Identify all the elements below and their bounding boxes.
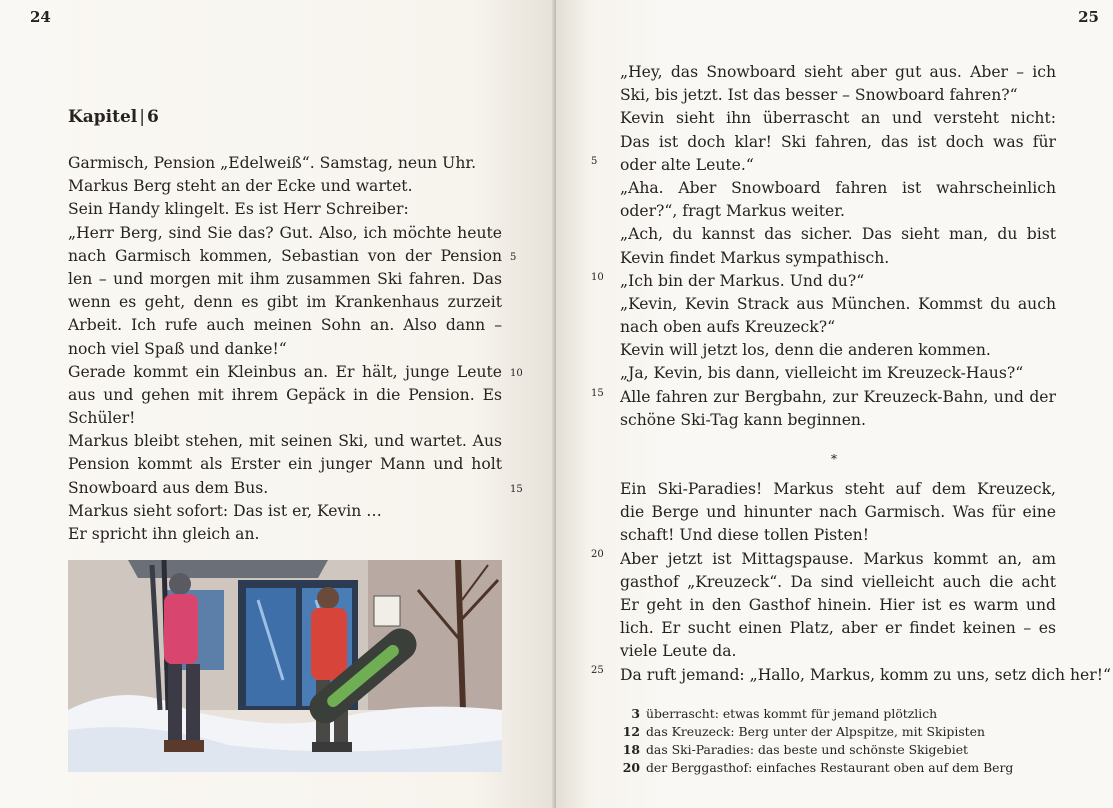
- section-separator: *: [831, 452, 837, 466]
- glossary: [620, 705, 1013, 777]
- line-marker: 10: [591, 272, 604, 283]
- text-line: Da ruft jemand: „Hallo, Markus, komm zu uns, setz dich her!“: [620, 665, 1111, 684]
- glossary-line-ref: 12: [622, 724, 640, 739]
- glossary-entry: [620, 705, 1013, 723]
- glossary-text: das Ski-Paradies: das beste und schönste Skigebiet: [646, 742, 969, 757]
- text-line: Sein Handy klingelt. Es ist Herr Schreiber:: [68, 200, 409, 219]
- glossary-line-ref: 3: [631, 706, 640, 721]
- chapter-number: 6: [147, 107, 159, 127]
- text-line: Er geht in den Gasthof hinein. Hier ist es warm und: [620, 595, 1056, 614]
- text-line: Markus sieht sofort: Das ist er, Kevin …: [68, 501, 382, 520]
- text-line: Markus Berg steht an der Ecke und wartet.: [68, 177, 413, 196]
- chapter-label: Kapitel: [68, 107, 138, 127]
- glossary-entry: [620, 723, 1013, 741]
- text-line: Schüler!: [68, 409, 136, 428]
- line-marker: 5: [591, 156, 598, 167]
- text-line: Snowboard aus dem Bus.: [68, 478, 269, 497]
- glossary-entry: [620, 741, 1013, 759]
- text-line: len – und morgen mit ihm zusammen Ski fahren. Das: [68, 269, 502, 288]
- text-line: noch viel Spaß und danke!“: [68, 339, 287, 358]
- text-line: lich. Er sucht einen Platz, aber er findet keinen – es: [620, 619, 1056, 638]
- right-body-text-2: [620, 478, 1111, 687]
- glossary-line-ref: 20: [622, 760, 640, 775]
- text-line: Markus bleibt stehen, mit seinen Ski, und wartet. Aus: [68, 432, 502, 451]
- text-line: schöne Ski-Tag kann beginnen.: [620, 410, 866, 429]
- text-line: Kevin sieht ihn überrascht an und versteht nicht:: [620, 109, 1056, 128]
- page-number-right: 25: [1078, 8, 1099, 26]
- page-number-left: 24: [30, 8, 51, 26]
- left-page: [0, 0, 556, 808]
- text-line: nach Garmisch kommen, Sebastian von der Pension: [68, 246, 502, 265]
- glossary-entry: [620, 759, 1013, 777]
- text-line: „Hey, das Snowboard sieht aber gut aus. Aber – ich: [620, 63, 1056, 81]
- text-line: Aber jetzt ist Mittagspause. Markus kommt an, am: [620, 549, 1056, 568]
- text-line: Pension kommt als Erster ein junger Mann und holt: [68, 455, 502, 474]
- text-line: viele Leute da.: [620, 642, 737, 661]
- text-line: nach oben aufs Kreuzeck?“: [620, 318, 836, 337]
- text-line: oder?“, fragt Markus weiter.: [620, 202, 845, 221]
- text-line: Kevin findet Markus sympathisch.: [620, 248, 890, 267]
- text-line: Ein Ski-Paradies! Markus steht auf dem Kreuzeck,: [620, 480, 1056, 498]
- text-line: „Ich bin der Markus. Und du?“: [620, 271, 865, 290]
- text-line: Ski, bis jetzt. Ist das besser – Snowboard fahren?“: [620, 86, 1018, 105]
- text-line: die Berge und hinunter nach Garmisch. Was für eine: [620, 503, 1056, 522]
- text-line: Kevin will jetzt los, denn die anderen kommen.: [620, 341, 991, 360]
- glossary-text: der Berggasthof: einfaches Restaurant oben auf dem Berg: [646, 760, 1014, 775]
- text-line: „Kevin, Kevin Strack aus München. Kommst du auch: [620, 294, 1056, 313]
- text-line: oder alte Leute.“: [620, 155, 754, 174]
- line-marker: 5: [510, 252, 517, 263]
- text-line: gasthof „Kreuzeck“. Da sind vielleicht auch die acht: [620, 572, 1056, 591]
- text-line: „Ach, du kannst das sicher. Das sieht man, du bist: [620, 225, 1056, 244]
- text-line: „Ja, Kevin, bis dann, vielleicht im Kreuzeck-Haus?“: [620, 364, 1024, 383]
- chapter-heading: Kapitel | 6: [68, 107, 159, 127]
- text-line: Das ist doch klar! Ski fahren, das ist doch was für: [620, 132, 1056, 151]
- line-marker: 20: [591, 549, 604, 560]
- text-line: „Aha. Aber Snowboard fahren ist wahrscheinlich: [620, 178, 1056, 197]
- illustration: [68, 560, 502, 772]
- glossary-text: überrascht: etwas kommt für jemand plötzlich: [646, 706, 938, 721]
- text-line: wenn es geht, denn es gibt im Krankenhaus zurzeit: [68, 293, 502, 312]
- right-body-text: [620, 61, 1056, 432]
- text-line: Arbeit. Ich rufe auch meinen Sohn an. Also dann –: [68, 316, 502, 335]
- line-marker: 15: [591, 388, 604, 399]
- text-line: aus und gehen mit ihrem Gepäck in die Pension. Es: [68, 385, 502, 404]
- line-marker: 15: [510, 484, 523, 495]
- text-line: „Herr Berg, sind Sie das? Gut. Also, ich möchte heute: [68, 223, 502, 242]
- line-marker: 25: [591, 665, 604, 676]
- text-line: Alle fahren zur Bergbahn, zur Kreuzeck-Bahn, und der: [620, 387, 1056, 406]
- text-line: Gerade kommt ein Kleinbus an. Er hält, junge Leute: [68, 362, 502, 381]
- glossary-text: das Kreuzeck: Berg unter der Alpspitze, mit Skipisten: [646, 724, 985, 739]
- line-marker: 10: [510, 368, 523, 379]
- text-line: Garmisch, Pension „Edelweiß“. Samstag, neun Uhr.: [68, 154, 477, 172]
- text-line: schaft! Und diese tollen Pisten!: [620, 526, 869, 545]
- left-body-text: [68, 152, 502, 546]
- glossary-line-ref: 18: [622, 742, 640, 757]
- text-line: Er spricht ihn gleich an.: [68, 525, 260, 543]
- ski-scene-illustration: [68, 560, 502, 772]
